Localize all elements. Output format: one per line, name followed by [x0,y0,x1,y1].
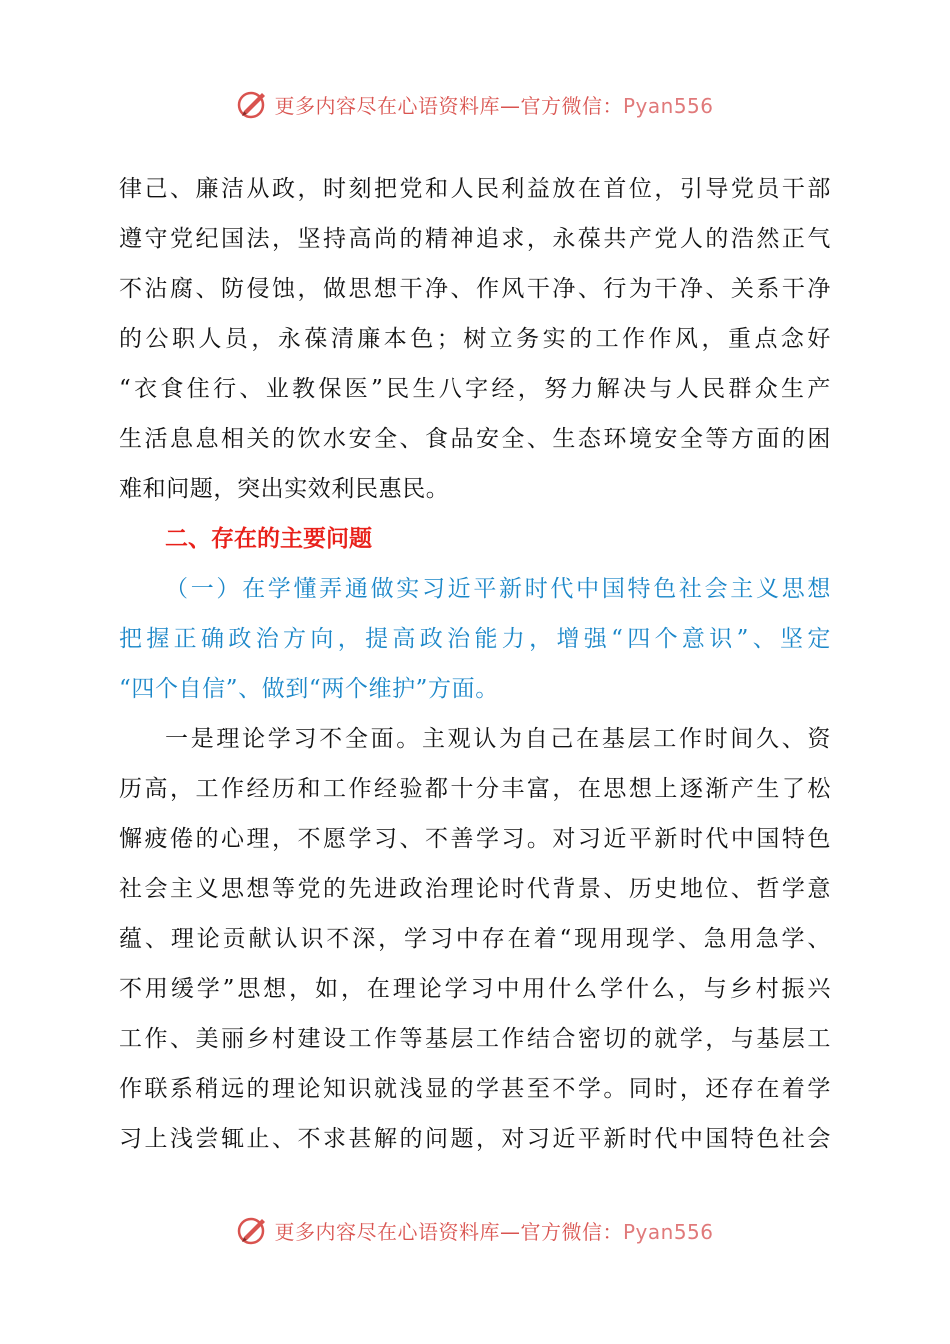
section-heading: 二、存在的主要问题 [165,526,372,552]
header-banner-text: 更多内容尽在心语资料库—官方微信：Pyan556 [274,93,714,118]
pen-logo-icon [236,87,270,121]
footer-banner [0,1210,950,1250]
pen-logo-icon [236,1213,270,1247]
footer-banner-text: 更多内容尽在心语资料库—官方微信：Pyan556 [274,1219,714,1244]
paragraph-continued: 律己、廉洁从政，时刻把党和人民利益放在首位，引导党员干部 遵守党纪国法，坚持高尚的精神追求，永葆共产党人的浩然正气 不沾腐、防侵蚀，做思想干净、作风干净、行为干净、关系干净 的公职人员，永葆清廉本色；树立务实的工作作风，重点念好 “衣食住行、业教保医”民生八字经，努力解决与人民群众生产 生活息息相关的饮水安全、食品安全、生态环境安全等方面的困 难和问题，突出实效利民惠民。 [119,176,831,502]
paragraph-theory-study: 一是理论学习不全面。主观认为自己在基层工作时间久、资 历高，工作经历和工作经验都十分丰富，在思想上逐渐产生了松 懈疲倦的心理，不愿学习、不善学习。对习近平新时代中国特色 社会主义思想等党的先进政治理论时代背景、历史地位、哲学意 蕴、理论贡献认识不深，学习中存在着“现用现学、急用急学、 不用缓学”思想，如，在理论学习中用什么学什么，与乡村振兴 工作、美丽乡村建设工作等基层工作结合密切的就学，与基层工 作联系稍远的理论知识就浅显的学甚至不学。同时，还存在着学 习上浅尝辄止、不求甚解的问题，对习近平新时代中国特色社会 [119,726,831,1152]
subsection-heading: （一）在学懂弄通做实习近平新时代中国特色社会主义思想 把握正确政治方向，提高政治能力，增强“四个意识”、坚定 “四个自信”、做到“两个维护”方面。 [119,576,831,702]
document-body [119,164,831,1164]
header-banner [0,84,950,124]
